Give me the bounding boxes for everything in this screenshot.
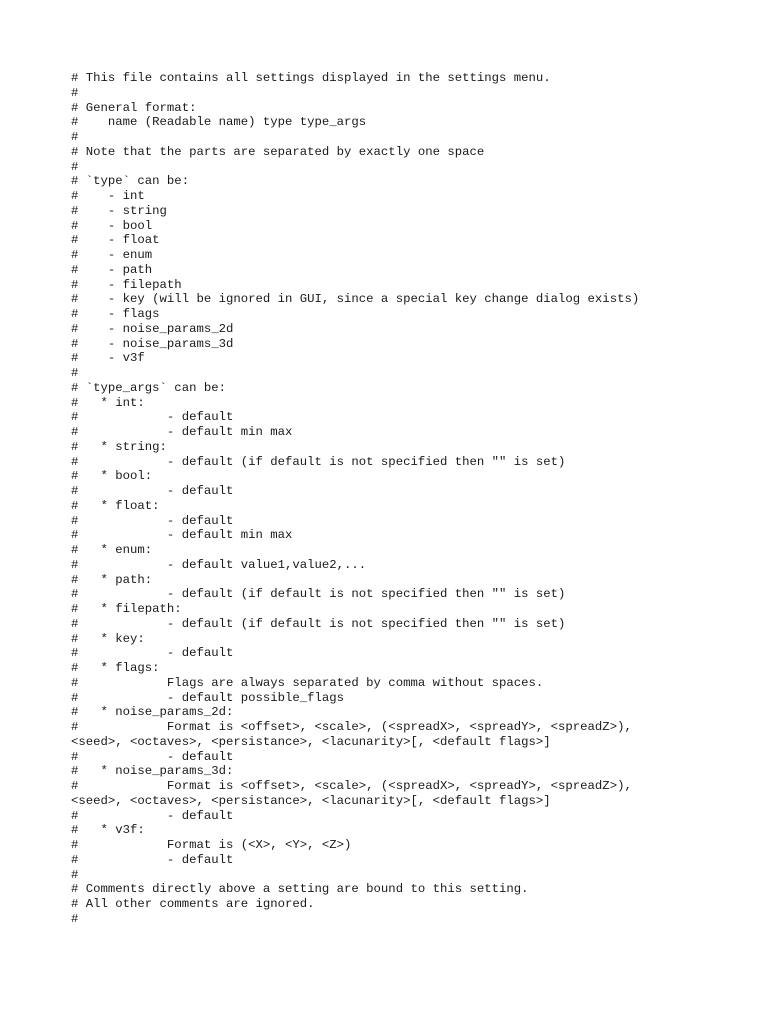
text-line: # * filepath: [71, 602, 182, 616]
text-line: # [71, 130, 79, 144]
text-line: # [71, 85, 79, 100]
text-line: # - noise_params_3d [71, 336, 234, 351]
text-line: # Format is <offset>, <scale>, (<spreadX>, <spreadY>, <spreadZ>), [71, 720, 632, 734]
text-line: # - default value1,value2,... [71, 557, 367, 572]
text-line: # - default [71, 484, 234, 498]
text-line: # `type` can be: [71, 174, 190, 189]
text-line: # General format: [71, 100, 197, 115]
text-line: # - default (if default is not specified then "" is set) [71, 616, 566, 631]
text-line: # [71, 911, 79, 926]
text-line: # This file contains all settings displayed in the settings menu. [71, 71, 551, 85]
text-line: # * v3f: [71, 823, 145, 838]
text-line: # * noise_params_2d: [71, 705, 234, 720]
text-line: # - bool [71, 218, 153, 233]
text-line: # * bool: [71, 469, 153, 484]
text-line: # Format is (<X>, <Y>, <Z>) [71, 838, 352, 852]
text-line: # [71, 159, 79, 174]
text-line: # - filepath [71, 277, 182, 292]
text-line: # * int: [71, 395, 145, 410]
text-line: # - default [71, 808, 234, 823]
text-line: # Flags are always separated by comma without spaces. [71, 675, 544, 690]
text-line: # - default (if default is not specified then "" is set) [71, 454, 566, 469]
text-line: # - string [71, 203, 167, 218]
document-page [71, 71, 761, 927]
text-line: # [71, 867, 79, 882]
text-line: # - enum [71, 248, 153, 262]
text-line: # - default [71, 749, 234, 764]
text-line: # Format is <offset>, <scale>, (<spreadX>, <spreadY>, <spreadZ>), [71, 779, 632, 793]
text-line: # Note that the parts are separated by exactly one space [71, 144, 485, 159]
text-line: # * path: [71, 572, 153, 587]
text-line: <seed>, <octaves>, <persistance>, <lacunarity>[, <default flags>] [71, 793, 551, 808]
text-line: # All other comments are ignored. [71, 897, 315, 911]
text-line: # - default [71, 410, 234, 425]
text-line: # - path [71, 262, 153, 277]
text-line: # name (Readable name) type type_args [71, 115, 367, 130]
text-line: # `type_args` can be: [71, 380, 226, 395]
text-line: # - flags [71, 307, 160, 321]
text-line: # - noise_params_2d [71, 321, 234, 336]
text-line: # * noise_params_3d: [71, 764, 234, 779]
text-line: # - key (will be ignored in GUI, since a special key change dialog exists) [71, 292, 640, 307]
text-line: # [71, 366, 79, 380]
text-line: # * float: [71, 498, 160, 513]
text-line: # - default [71, 513, 234, 528]
text-line: # * enum: [71, 543, 153, 557]
text-line: # * key: [71, 631, 145, 646]
text-line: # - default possible_flags [71, 690, 345, 705]
text-line: # * string: [71, 439, 167, 454]
text-line: # - default [71, 646, 234, 661]
text-line: # - v3f [71, 351, 145, 366]
text-line: # - default [71, 852, 234, 867]
text-line: # - int [71, 189, 145, 203]
text-line: # - default min max [71, 425, 293, 439]
text-line: # * flags: [71, 661, 160, 675]
text-line: # Comments directly above a setting are bound to this setting. [71, 882, 529, 897]
text-line: # - default (if default is not specified then "" is set) [71, 587, 566, 602]
text-line: # - default min max [71, 528, 293, 543]
text-line: # - float [71, 233, 160, 248]
text-line: <seed>, <octaves>, <persistance>, <lacunarity>[, <default flags>] [71, 734, 551, 749]
